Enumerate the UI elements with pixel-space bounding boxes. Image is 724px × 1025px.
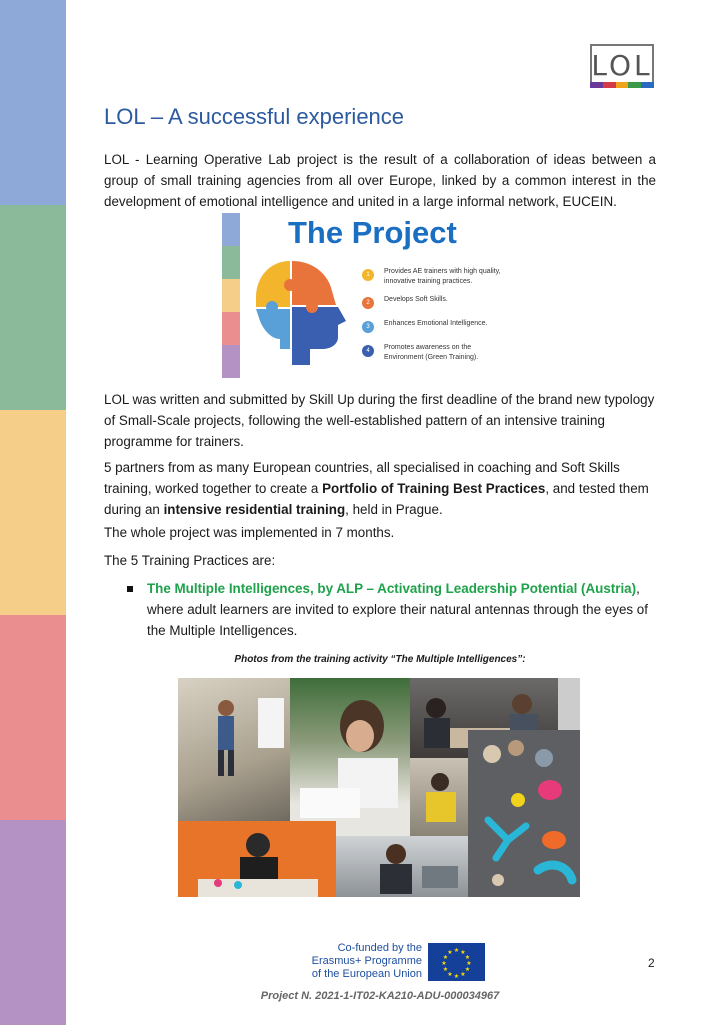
eu-flag-icon [428, 943, 485, 981]
side-bar-purple [0, 820, 66, 1025]
page-number: 2 [648, 956, 655, 970]
practice-title: The Multiple Intelligences, by ALP – Activating Leadership Potential (Austria) [147, 581, 637, 596]
project-graphic-title: The Project [288, 215, 457, 250]
page-heading: LOL – A successful experience [104, 104, 405, 129]
photo-woman-laptop [336, 836, 468, 897]
paragraph-skill-up: LOL was written and submitted by Skill Up during the first deadline of the brand new typology of Small-Scale projects, following the well-established pattern of an intensive training programme for trainers. [104, 392, 655, 449]
item-number-badge: 3 [362, 321, 374, 333]
side-color-bar [0, 0, 66, 1024]
item-text: Provides AE trainers with high quality, innovative training practices. [384, 268, 501, 285]
puzzle-head-icon [250, 255, 346, 367]
side-bar-red [0, 615, 66, 820]
svg-text:★: ★ [464, 966, 471, 973]
svg-text:★: ★ [464, 954, 471, 961]
svg-text:★: ★ [447, 949, 453, 956]
side-bar-green [0, 205, 66, 410]
svg-text:★: ★ [460, 971, 466, 978]
item-text: Enhances Emotional Intelligence. [384, 320, 488, 327]
photo-caption: Photos from the training activity “The Multiple Intelligences”: [234, 654, 526, 665]
svg-text:★: ★ [442, 966, 449, 973]
svg-text:★: ★ [466, 960, 472, 967]
svg-text:★: ★ [442, 954, 449, 961]
svg-text:★: ★ [441, 960, 447, 967]
svg-text:★: ★ [453, 973, 460, 980]
svg-text:★: ★ [460, 949, 466, 956]
logo-text: LOL [591, 49, 653, 82]
svg-text:★: ★ [453, 947, 460, 954]
paragraph-partners: 5 partners from as many European countries, all specialised in coaching and Soft Skills training, worked together to create a Portfolio of Training Best Practices, and tested them during an intensive residential training, held in Prague. [104, 460, 649, 517]
footer-project-number: Project N. 2021-1-IT02-KA210-ADU-000034967 [260, 990, 500, 1002]
intro-paragraph: LOL - Learning Operative Lab project is the result of a collaboration of ideas between a group of small training agencies from all over Europe, linked by a common interest in the development of emotional intelligence and united in a large informal network, EUCEIN. [104, 152, 656, 209]
eu-funding-badge [300, 942, 490, 982]
side-bar-blue [0, 0, 66, 205]
item-number-badge: 4 [362, 345, 374, 357]
paragraph-practices-intro: The 5 Training Practices are: [104, 553, 276, 568]
side-bar-yellow [0, 410, 66, 615]
bold-portfolio: Portfolio of Training Best Practices [322, 481, 546, 496]
photo-jumping-trainer [178, 678, 290, 821]
item-number-badge: 1 [362, 269, 374, 281]
photo-woman-orange-table [178, 821, 336, 897]
photo-woman-writing [290, 678, 410, 836]
bullet-item-multiple-intelligences: The Multiple Intelligences, by ALP – Activating Leadership Potential (Austria), where adult learners are invited to explore their natural antennas through the eyes of the Multiple Intelligences. [147, 581, 648, 638]
bold-residential: intensive residential training [163, 502, 346, 517]
paragraph-duration: The whole project was implemented in 7 months. [104, 525, 395, 540]
item-number-badge: 2 [362, 297, 374, 309]
project-graphic [222, 213, 522, 378]
svg-text:★: ★ [447, 971, 453, 978]
item-text: Develops Soft Skills. [384, 296, 448, 303]
photo-collage [178, 678, 580, 897]
photo-craft-shapes [468, 730, 580, 897]
item-text: Promotes awareness on the Environment (Green Training). [384, 344, 479, 361]
bullet-marker [127, 586, 133, 592]
photo-woman-yellow [410, 758, 468, 836]
funding-text: Co-funded by the Erasmus+ Programme of the European Union [311, 942, 422, 980]
lol-logo [590, 42, 654, 88]
graphic-color-bars [222, 213, 240, 378]
logo-stripe [590, 82, 654, 88]
